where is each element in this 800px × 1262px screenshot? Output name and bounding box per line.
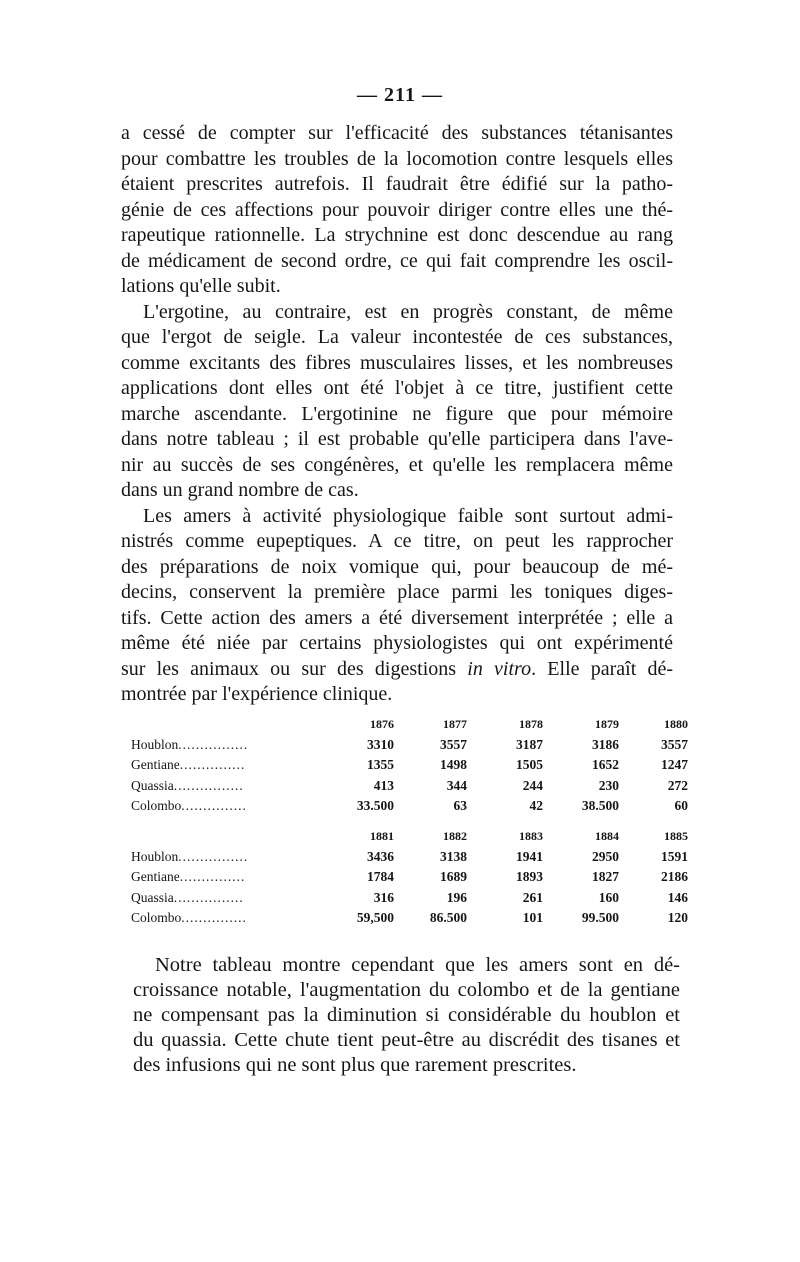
- table-cell: 230: [598, 777, 619, 793]
- text-line: Les amers à activité physiologique faible sont surtout admi-: [143, 504, 673, 527]
- row-label: Colombo: [131, 798, 182, 813]
- statistics-table-1876-1880: [131, 714, 688, 817]
- text-line: [121, 657, 673, 683]
- table-cell: 60: [674, 798, 688, 813]
- row-label: Colombo: [131, 910, 182, 925]
- table-cell: 101: [522, 910, 543, 925]
- table-cell: 344: [446, 777, 467, 793]
- year-header-row: [131, 714, 688, 735]
- text-segment: sur les animaux ou sur des digestions: [121, 657, 468, 680]
- text-line: L'ergotine, au contraire, est en progrès constant, de même: [143, 300, 673, 323]
- table-cell: 33.500: [356, 798, 394, 813]
- table-cell: 3436: [367, 848, 394, 864]
- table-row: [131, 735, 688, 756]
- table-cell: 1784: [367, 869, 394, 884]
- year-header-row: [131, 826, 688, 847]
- table-row: [131, 796, 688, 817]
- table-cell: 1941: [516, 848, 543, 864]
- table-cell: 3310: [367, 736, 394, 752]
- table-cell: 2950: [592, 848, 619, 864]
- table-cell: 120: [667, 910, 688, 925]
- text-line: montrée par l'expérience clinique.: [121, 683, 393, 705]
- table-cell: 1498: [440, 757, 467, 772]
- text-line: croissance notable, l'augmentation du colombo et de la gentiane: [133, 979, 680, 1001]
- text-line: lations qu'elle subit.: [121, 275, 281, 297]
- text-line: même été niée par certains physiologistes qui ont expérimenté: [121, 632, 673, 654]
- text-line: comme excitants des fibres musculaires lisses, et les nombreuses: [121, 351, 673, 374]
- table-cell: 59,500: [356, 910, 394, 925]
- table-cell: 2186: [661, 869, 688, 884]
- year-header: 1877: [443, 717, 467, 731]
- dot-leader: ................: [178, 736, 249, 752]
- text-line: rapeutique rationnelle. La strychnine est donc descendue au rang: [121, 224, 673, 246]
- dot-leader: ...............: [179, 869, 246, 884]
- text-line: marche ascendante. L'ergotinine ne figure que pour mémoire: [121, 402, 673, 425]
- table-row: [131, 867, 688, 888]
- dot-leader: ................: [178, 848, 249, 864]
- table-cell: 86.500: [429, 910, 467, 925]
- year-header: 1876: [370, 717, 394, 731]
- year-header: 1879: [595, 717, 619, 731]
- dot-leader: ................: [173, 889, 244, 905]
- text-line: étaient prescrites autrefois. Il faudrait être édifié sur la patho-: [121, 173, 673, 195]
- dot-leader: ...............: [181, 910, 247, 925]
- table-row: [131, 847, 688, 868]
- table-cell: 1652: [592, 757, 619, 772]
- table-cell: 1591: [661, 848, 688, 864]
- year-header: 1884: [595, 829, 619, 843]
- table-cell: 99.500: [581, 910, 619, 925]
- text-line: tifs. Cette action des amers a été diversement interprétée ; elle a: [121, 606, 673, 629]
- dot-leader: ................: [173, 777, 244, 793]
- text-line: applications dont elles ont été l'objet à ce titre, justifient cette: [121, 377, 673, 399]
- row-label: Quassia: [131, 777, 174, 793]
- text-line: ne compensant pas la diminution si considérable du houblon et: [133, 1004, 680, 1026]
- row-label: Gentiane: [131, 869, 180, 884]
- text-line: nir au succès de ses congénères, et qu'elle les remplacera même: [121, 453, 673, 476]
- year-header: 1882: [443, 829, 467, 843]
- table-cell: 1247: [661, 757, 688, 772]
- text-line: pour combattre les troubles de la locomotion contre lesquels elles: [121, 147, 673, 170]
- text-line: dans un grand nombre de cas.: [121, 479, 359, 501]
- dot-leader: ...............: [179, 757, 246, 772]
- text-line: nistrés comme eupeptiques. A ce titre, on peut les rapprocher: [121, 530, 673, 552]
- year-header: 1880: [664, 717, 688, 731]
- table-cell: 413: [373, 777, 394, 793]
- table-row: [131, 908, 688, 929]
- closing-paragraph: [133, 953, 680, 1078]
- year-header: 1878: [519, 717, 543, 731]
- table-cell: 42: [529, 798, 543, 813]
- table-cell: 3138: [440, 848, 467, 864]
- table-cell: 272: [667, 777, 688, 793]
- table-cell: 1689: [440, 869, 467, 884]
- table-cell: 3557: [661, 736, 688, 752]
- table-cell: 63: [453, 798, 467, 813]
- row-label: Houblon: [131, 848, 179, 864]
- table-cell: 1355: [367, 757, 394, 772]
- page-number: — 211 —: [357, 84, 443, 106]
- table-row: [131, 888, 688, 909]
- row-label: Quassia: [131, 889, 174, 905]
- row-label: Gentiane: [131, 757, 180, 772]
- table-cell: 3186: [592, 736, 619, 752]
- table-row: [131, 776, 688, 797]
- table-cell: 196: [446, 889, 467, 905]
- table-cell: 1505: [516, 757, 543, 772]
- table-cell: 3187: [516, 736, 543, 752]
- dot-leader: ...............: [181, 798, 247, 813]
- text-line: de médicament de second ordre, ce qui fait comprendre les oscil-: [121, 249, 673, 272]
- text-segment: . Elle paraît dé-: [531, 657, 673, 680]
- year-header: 1885: [664, 829, 688, 843]
- table-row: [131, 755, 688, 776]
- text-line: des infusions qui ne sont plus que rarement prescrites.: [133, 1054, 577, 1076]
- text-line: a cessé de compter sur l'efficacité des substances tétanisantes: [121, 122, 673, 144]
- table-cell: 244: [522, 777, 543, 793]
- table-cell: 1827: [592, 869, 619, 884]
- table-cell: 160: [598, 889, 619, 905]
- statistics-table-1881-1885: [131, 826, 688, 929]
- table-cell: 1893: [516, 869, 543, 884]
- text-line: decins, conservent la première place parmi les toniques diges-: [121, 581, 673, 603]
- italic-text: in vitro: [467, 657, 532, 680]
- table-cell: 146: [667, 889, 688, 905]
- text-line: dans notre tableau ; il est probable qu'elle participera dans l'ave-: [121, 428, 673, 450]
- table-cell: 261: [522, 889, 543, 905]
- row-label: Houblon: [131, 736, 179, 752]
- year-header: 1883: [519, 829, 543, 843]
- text-line: que l'ergot de seigle. La valeur incontestée de ces substances,: [121, 326, 673, 348]
- table-cell: 38.500: [581, 798, 619, 813]
- text-line: des préparations de noix vomique qui, pour beaucoup de mé-: [121, 555, 673, 578]
- text-line: Notre tableau montre cependant que les amers sont en dé-: [155, 954, 680, 976]
- table-cell: 3557: [440, 736, 467, 752]
- body-text: [121, 121, 673, 708]
- text-line: génie de ces affections pour pouvoir diriger contre elles une thé-: [121, 198, 673, 221]
- text-line: du quassia. Cette chute tient peut-être au discrédit des tisanes et: [133, 1029, 680, 1051]
- table-cell: 316: [373, 889, 394, 905]
- year-header: 1881: [370, 829, 394, 843]
